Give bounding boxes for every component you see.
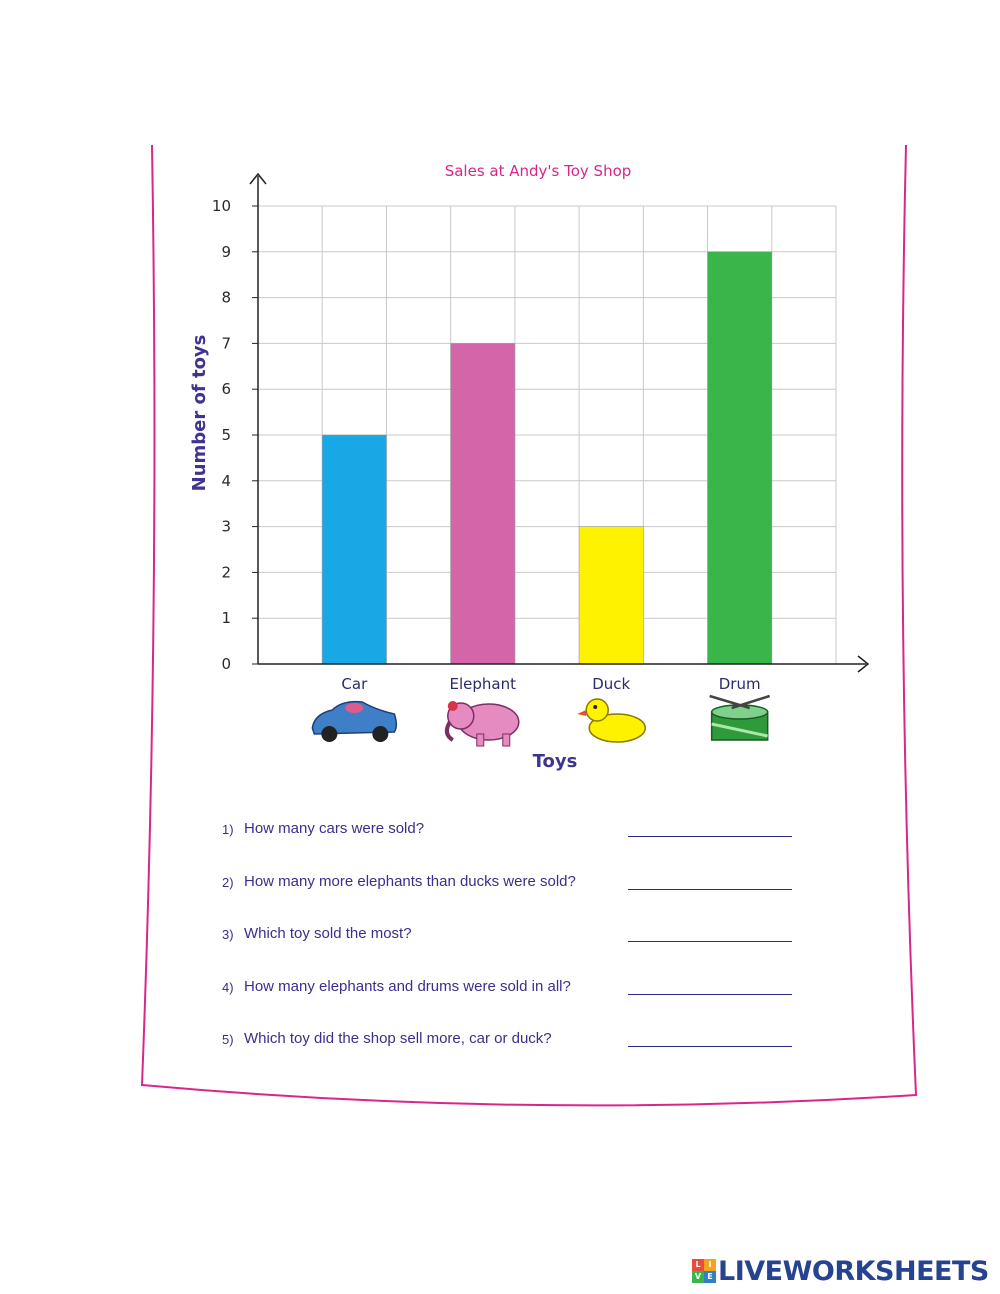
y-tick-label: 3: [221, 517, 231, 536]
y-tick-label: 7: [221, 334, 231, 353]
y-tick-label: 5: [221, 426, 231, 444]
drum-top: [712, 705, 768, 719]
logo-letter: E: [704, 1271, 716, 1283]
y-axis-title: Number of toys: [189, 334, 210, 492]
y-tick-label: 4: [221, 471, 231, 490]
answer-line[interactable]: [628, 941, 792, 942]
toy-icons: [312, 696, 769, 746]
liveworksheets-logo-icon: [692, 1259, 716, 1283]
answer-line[interactable]: [628, 889, 792, 890]
chart-title: Sales at Andy's Toy Shop: [444, 162, 632, 180]
y-tick-label: 8: [221, 288, 231, 307]
y-axis-ticks: [212, 197, 258, 673]
duck-icon: [577, 699, 645, 742]
duck-beak: [577, 710, 586, 716]
question-number: 4): [222, 979, 234, 995]
bar-duck: [579, 527, 643, 664]
answer-line[interactable]: [628, 836, 792, 837]
logo-letter: V: [692, 1271, 704, 1283]
y-tick-label: 2: [221, 563, 231, 582]
x-tick-label: Car: [341, 675, 368, 693]
duck-head: [586, 699, 608, 721]
drum-icon: [710, 696, 770, 740]
question-number: 1): [222, 822, 234, 837]
car-icon: [312, 702, 396, 742]
y-tick-label: 0: [221, 655, 231, 673]
question-item: [222, 976, 822, 1029]
question-item: [222, 923, 822, 976]
car-seat: [345, 703, 363, 713]
answer-line[interactable]: [628, 994, 792, 995]
question-item: [222, 1028, 822, 1081]
x-axis-title: Toys: [532, 751, 578, 772]
duck-eye: [593, 705, 597, 709]
question-number: 3): [222, 927, 234, 942]
logo-letter: I: [704, 1259, 716, 1271]
question-number: 2): [222, 874, 234, 890]
car-wheel: [372, 726, 388, 742]
question-text: How many cars were sold?: [244, 820, 425, 837]
y-tick-label: 10: [211, 197, 231, 215]
question-number: 5): [222, 1032, 234, 1047]
bar-car: [322, 435, 386, 664]
question-text: How many more elephants than ducks were sold?: [244, 872, 576, 890]
chart-bars: [322, 252, 772, 664]
question-text: Which toy sold the most?: [244, 925, 412, 942]
x-tick-label: Drum: [718, 675, 761, 693]
elephant-leg: [477, 734, 484, 746]
question-list: [222, 818, 822, 1081]
x-tick-label: Duck: [592, 675, 631, 693]
answer-line[interactable]: [628, 1046, 792, 1047]
y-tick-label: 6: [221, 380, 231, 399]
logo-letter: L: [692, 1259, 704, 1271]
x-axis-categories: [341, 675, 760, 693]
x-tick-label: Elephant: [449, 675, 517, 693]
y-tick-label: 1: [221, 609, 231, 628]
question-item: [222, 871, 822, 924]
bar-elephant: [451, 343, 515, 664]
brand-name: LIVEWORKSHEETS: [718, 1255, 989, 1287]
question-item: [222, 818, 822, 871]
elephant-ball: [448, 701, 458, 711]
liveworksheets-logo[interactable]: [692, 1254, 989, 1288]
elephant-icon: [447, 701, 519, 746]
elephant-leg: [503, 734, 510, 746]
car-wheel: [321, 726, 337, 742]
question-text: Which toy did the shop sell more, car or duck?: [244, 1030, 552, 1047]
question-text: How many elephants and drums were sold in all?: [244, 977, 571, 995]
y-tick-label: 9: [221, 242, 231, 261]
bar-drum: [708, 252, 772, 664]
